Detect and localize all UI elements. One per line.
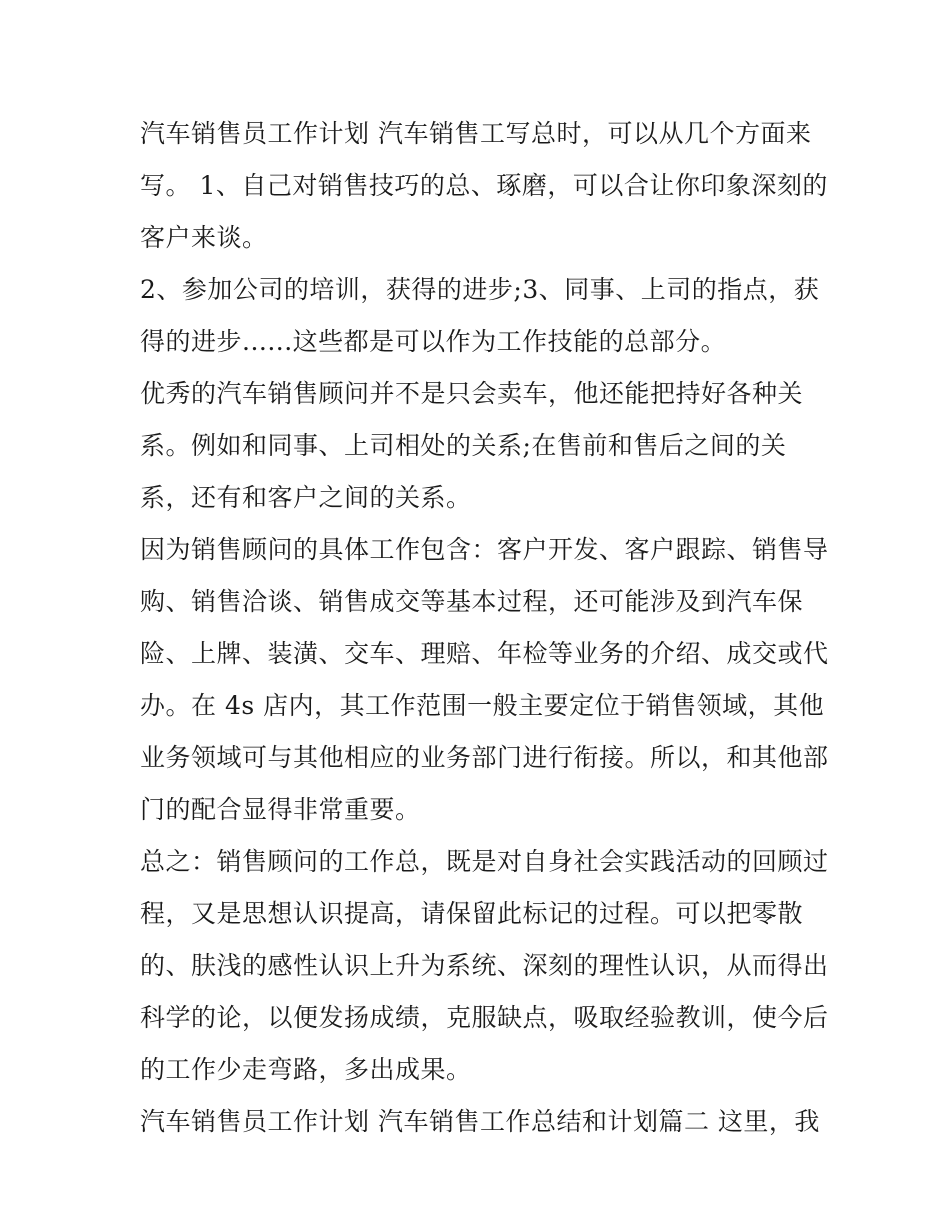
text-line: 优秀的汽车销售顾问并不是只会卖车，他还能把持好各种关 (140, 379, 804, 408)
paragraph-3 (140, 368, 820, 524)
text-line: 得的进步......这些都是可以作为工作技能的总部分。 (140, 327, 727, 356)
paragraph-4 (140, 524, 829, 836)
text-line: 因为销售顾问的具体工作包含：客户开发、客户跟踪、销售导 (140, 535, 829, 564)
text-line: 客户来谈。 (140, 223, 268, 252)
text-line: 的、肤浅的感性认识上升为系统、深刻的理性认识，从而得出 (140, 951, 829, 980)
text-line: 2、参加公司的培训，获得的进步;3、同事、上司的指点，获 (140, 275, 820, 304)
paragraph-1 (140, 108, 828, 264)
text-line: 险、上牌、装潢、交车、理赔、年检等业务的介绍、成交或代 (140, 639, 829, 668)
text-line: 程，又是思想认识提高，请保留此标记的过程。可以把零散 (140, 899, 804, 928)
text-line: 购、销售洽谈、销售成交等基本过程，还可能涉及到汽车保 (140, 587, 804, 616)
paragraph-2 (140, 264, 820, 368)
text-line: 写。 1、自己对销售技巧的总、琢磨，可以合让你印象深刻的 (140, 171, 828, 200)
text-line: 的工作少走弯路，多出成果。 (140, 1055, 472, 1084)
text-line: 办。在 4s 店内，其工作范围一般主要定位于销售领域，其他 (140, 691, 825, 720)
text-line: 科学的论，以便发扬成绩，克服缺点，吸取经验教训，使今后 (140, 1003, 829, 1032)
text-line: 系，还有和客户之间的关系。 (140, 483, 472, 512)
text-line: 汽车销售员工作计划 汽车销售工写总时，可以从几个方面来 (140, 119, 812, 148)
paragraph-5 (140, 836, 829, 1096)
paragraph-6 (140, 1096, 820, 1148)
text-line: 系。例如和同事、上司相处的关系;在售前和售后之间的关 (140, 431, 787, 460)
text-line: 门的配合显得非常重要。 (140, 795, 421, 824)
text-line: 总之：销售顾问的工作总，既是对自身社会实践活动的回顾过 (140, 847, 829, 876)
text-line: 业务领域可与其他相应的业务部门进行衔接。所以，和其他部 (140, 743, 829, 772)
text-line: 汽车销售员工作计划 汽车销售工作总结和计划篇二 这里，我 (140, 1107, 820, 1136)
document-body (140, 108, 829, 1148)
